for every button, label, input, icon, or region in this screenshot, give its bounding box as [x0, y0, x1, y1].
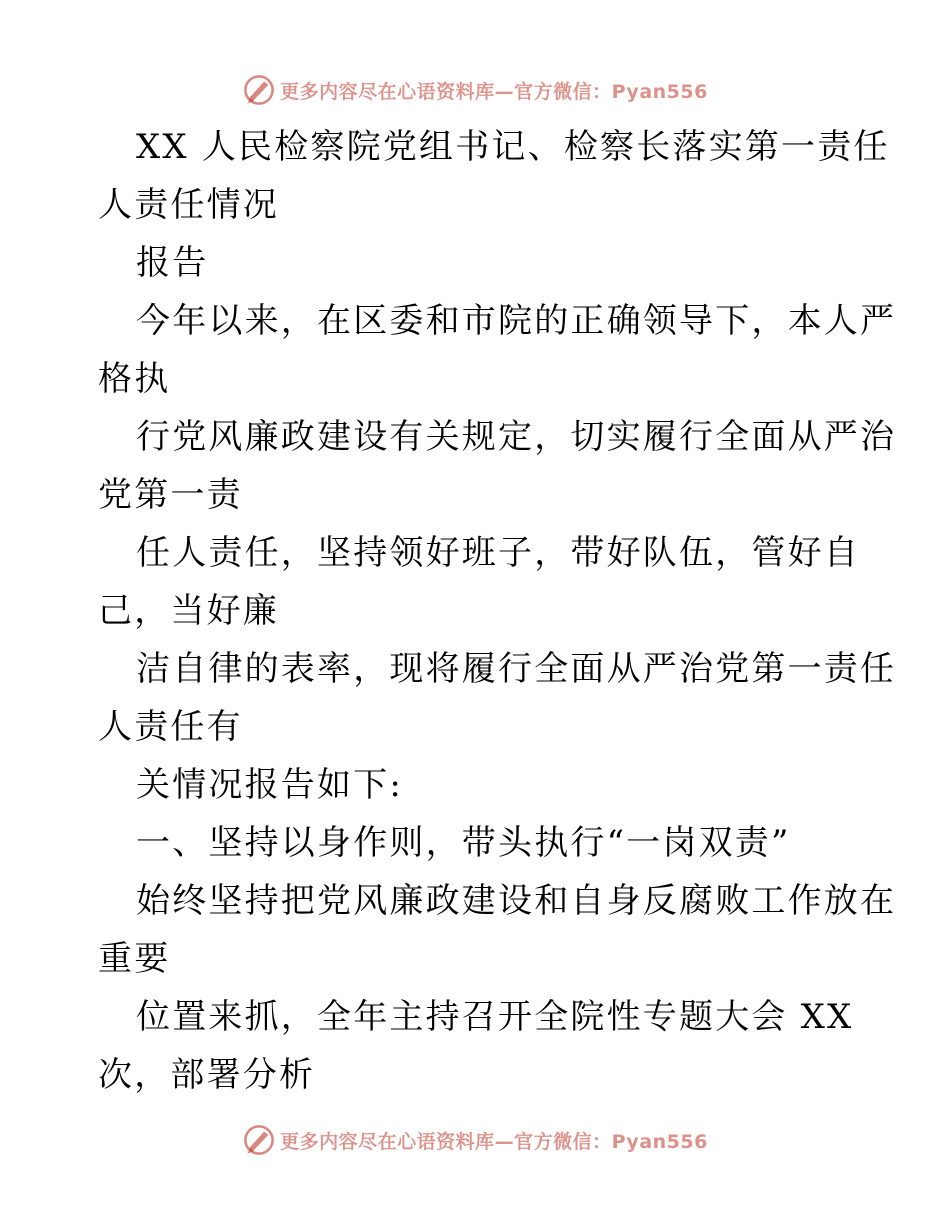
paragraph-line: 洁自律的表率，现将履行全面从严治党第一责任	[136, 649, 897, 689]
pen-logo-icon	[242, 1123, 276, 1157]
document-subtitle: 报告	[136, 243, 209, 283]
paragraph-line: 任人责任，坚持领好班子，带好队伍，管好自	[136, 533, 860, 573]
document-title-line-1: XX 人民检察院党组书记、检察长落实第一责任	[136, 127, 890, 167]
paragraph-line: 己，当好廉	[98, 591, 279, 631]
paragraph-line: 今年以来，在区委和市院的正确领导下，本人严	[136, 301, 897, 341]
section-heading: 一、坚持以身作则，带头执行“一岗双责”	[136, 823, 791, 863]
paragraph-line: 格执	[98, 359, 171, 399]
pen-logo-icon	[242, 73, 276, 107]
paragraph-line: 重要	[98, 939, 171, 979]
paragraph-line: 人责任有	[98, 707, 243, 747]
paragraph-line: 行党风廉政建设有关规定，切实履行全面从严治	[136, 417, 897, 457]
watermark-text: 更多内容尽在心语资料库—官方微信：Pyan556	[280, 80, 708, 103]
paragraph-line: 始终坚持把党风廉政建设和自身反腐败工作放在	[136, 881, 897, 921]
paragraph-line: 位置来抓，全年主持召开全院性专题大会 XX	[136, 997, 854, 1037]
header-watermark	[0, 70, 950, 110]
paragraph-line: 次，部署分析	[98, 1055, 316, 1095]
paragraph-line: 党第一责	[98, 475, 243, 515]
paragraph-line: 关情况报告如下:	[136, 765, 404, 805]
document-title-line-2: 人责任情况	[98, 185, 279, 225]
watermark-text: 更多内容尽在心语资料库—官方微信：Pyan556	[280, 1130, 708, 1153]
footer-watermark	[0, 1120, 950, 1160]
